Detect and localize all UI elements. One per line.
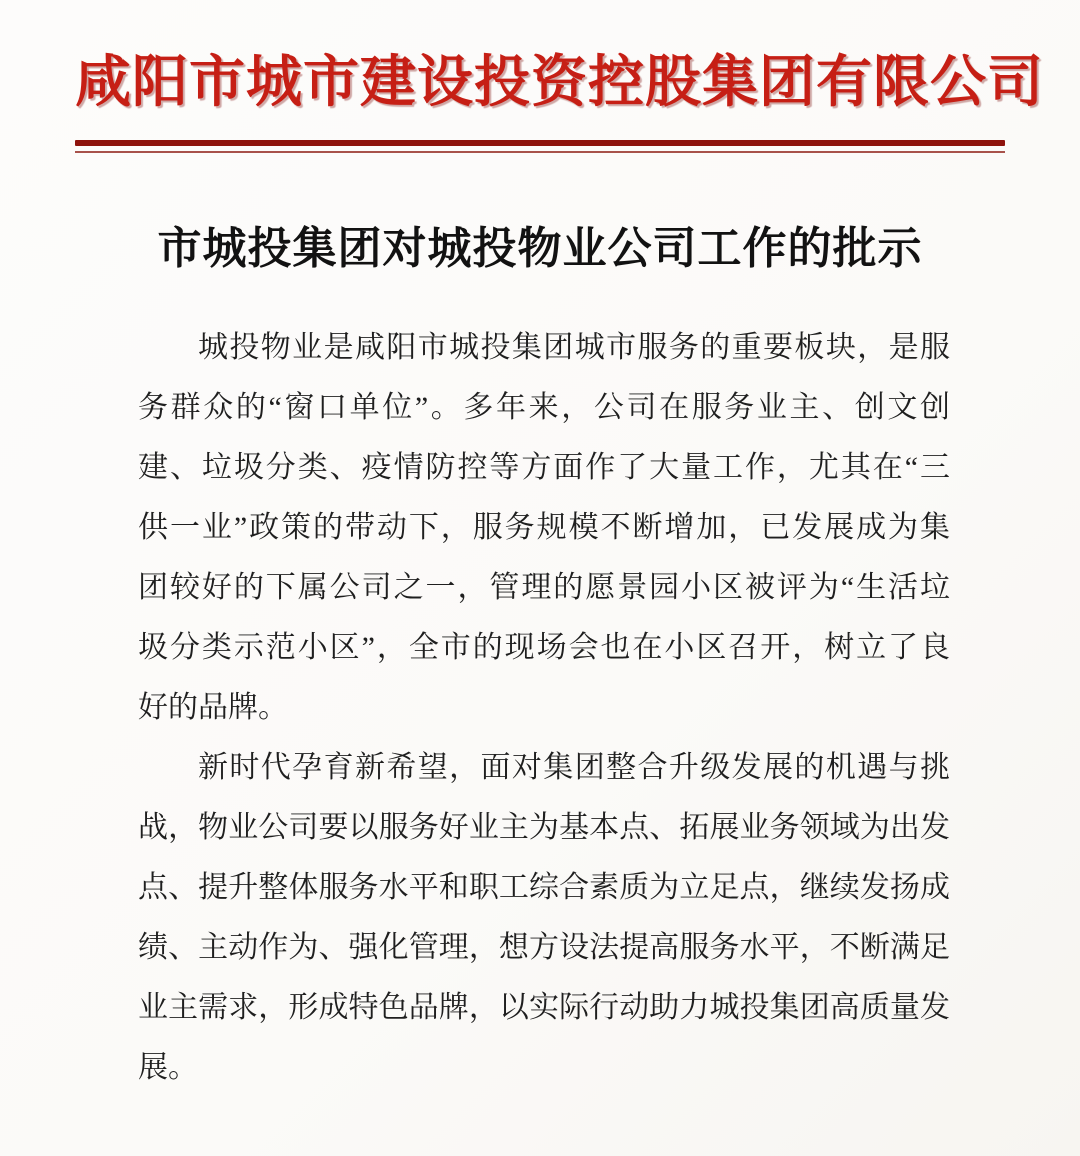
- paragraph-2-line: 业主需求，形成特色品牌，以实际行动助力城投集团高质量发: [138, 991, 950, 1024]
- paragraph-1-line: 务群众的“窗口单位”。多年来，公司在服务业主、创文创: [138, 391, 950, 424]
- letterhead-company-name: 咸阳市城市建设投资控股集团有限公司: [75, 52, 1044, 114]
- paragraph-2-line: 战，物业公司要以服务好业主为基本点、拓展业务领域为出发: [138, 811, 950, 844]
- document-body: [138, 318, 950, 1098]
- document-title: 市城投集团对城投物业公司工作的批示: [157, 224, 923, 273]
- paragraph-1: [138, 318, 950, 738]
- paragraph-2: [138, 738, 950, 1098]
- paragraph-2-line: 新时代孕育新希望，面对集团整合升级发展的机遇与挑: [198, 751, 950, 784]
- letterhead-rule-thick: [75, 140, 1005, 146]
- paragraph-2-line: 绩、主动作为、强化管理，想方设法提高服务水平，不断满足: [138, 931, 950, 964]
- letterhead-rule-thin: [75, 151, 1005, 153]
- paragraph-2-line: 展。: [138, 1051, 198, 1084]
- letterhead: [75, 38, 1044, 153]
- letterhead-divider: [75, 140, 1005, 153]
- paragraph-1-line: 建、垃圾分类、疫情防控等方面作了大量工作，尤其在“三: [138, 451, 950, 484]
- paragraph-1-line: 圾分类示范小区”，全市的现场会也在小区召开，树立了良: [138, 631, 950, 664]
- paragraph-1-line: 城投物业是咸阳市城投集团城市服务的重要板块，是服: [198, 331, 950, 364]
- paragraph-2-line: 点、提升整体服务水平和职工综合素质为立足点，继续发扬成: [138, 871, 950, 904]
- paragraph-1-line: 好的品牌。: [138, 691, 288, 724]
- paragraph-1-line: 团较好的下属公司之一，管理的愿景园小区被评为“生活垃: [138, 571, 950, 604]
- paragraph-1-line: 供一业”政策的带动下，服务规模不断增加，已发展成为集: [138, 511, 950, 544]
